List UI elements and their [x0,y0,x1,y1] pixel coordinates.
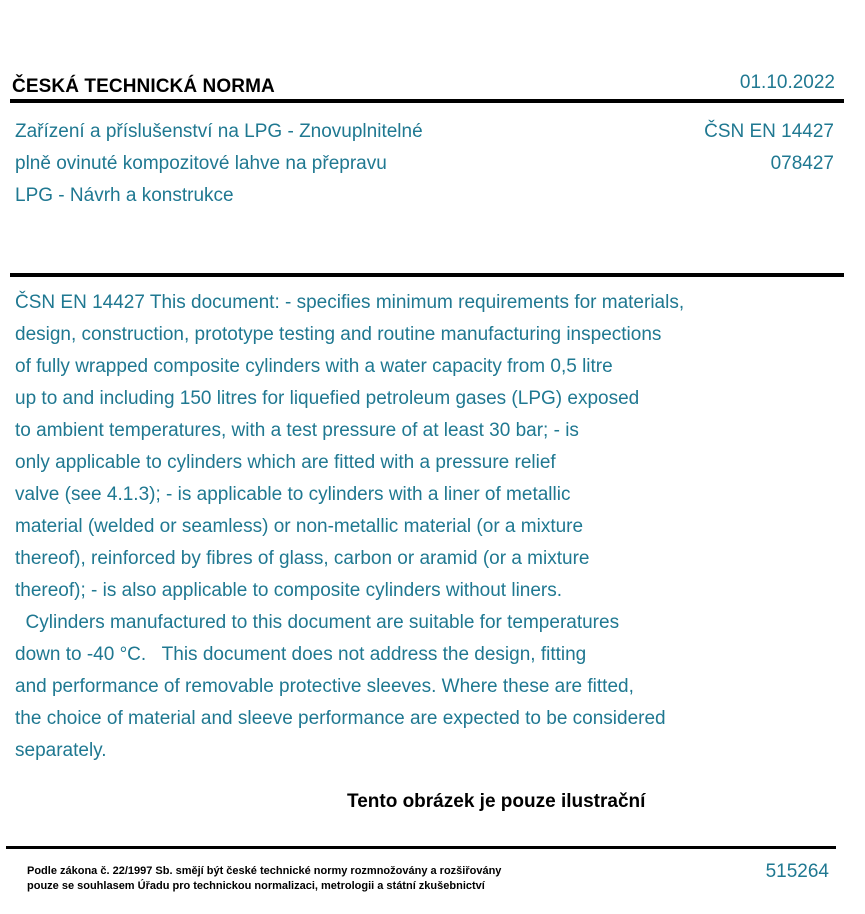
document-title [15,116,423,212]
abstract-line: design, construction, prototype testing and routine manufacturing inspections [15,324,662,345]
standard-id: ČSN EN 14427 [704,121,834,142]
publication-date: 01.10.2022 [739,72,835,93]
abstract-line: and performance of removable protective sleeves. Where these are fitted, [15,676,634,697]
class-code: 078427 [770,153,834,174]
abstract-line: separately. [15,740,107,761]
legal-notice [27,864,501,894]
abstract-line: thereof); - is also applicable to composite cylinders without liners. [15,580,563,601]
document-identifiers [704,116,834,180]
document-number: 515264 [765,861,829,882]
abstract-line: valve (see 4.1.3); - is applicable to cylinders with a liner of metallic [15,484,571,505]
abstract-line: the choice of material and sleeve performance are expected to be considered [15,708,666,729]
legal-notice-line: Podle zákona č. 22/1997 Sb. smějí být české technické normy rozmnožovány a rozšiřovány [27,865,502,877]
title-divider [10,273,844,277]
abstract-line: ČSN EN 14427 This document: - specifies minimum requirements for materials, [15,292,685,313]
abstract-line: of fully wrapped composite cylinders with a water capacity from 0,5 litre [15,356,613,377]
legal-notice-line: pouze se souhlasem Úřadu pro technickou normalizaci, metrologii a státní zkušebnictví [27,880,485,892]
abstract-line: thereof), reinforced by fibres of glass, carbon or aramid (or a mixture [15,548,590,569]
abstract-line: Cylinders manufactured to this document are suitable for temperatures [15,612,620,633]
header-divider [10,99,844,103]
standard-header-title: ČESKÁ TECHNICKÁ NORMA [12,76,275,97]
document-title-line: LPG - Návrh a konstrukce [15,185,234,206]
document-title-line: plně ovinuté kompozitové lahve na přepravu [15,153,387,174]
document-title-line: Zařízení a příslušenství na LPG - Znovuplnitelné [15,121,423,142]
abstract-line: down to -40 °C. This document does not address the design, fitting [15,644,587,665]
illustration-note: Tento obrázek je pouze ilustrační [347,791,646,812]
abstract-line: up to and including 150 litres for liquefied petroleum gases (LPG) exposed [15,388,640,409]
abstract-line: only applicable to cylinders which are fitted with a pressure relief [15,452,556,473]
abstract-line: material (welded or seamless) or non-metallic material (or a mixture [15,516,584,537]
abstract-line: to ambient temperatures, with a test pressure of at least 30 bar; - is [15,420,579,441]
footer-divider [6,846,836,849]
abstract-text [15,287,684,767]
